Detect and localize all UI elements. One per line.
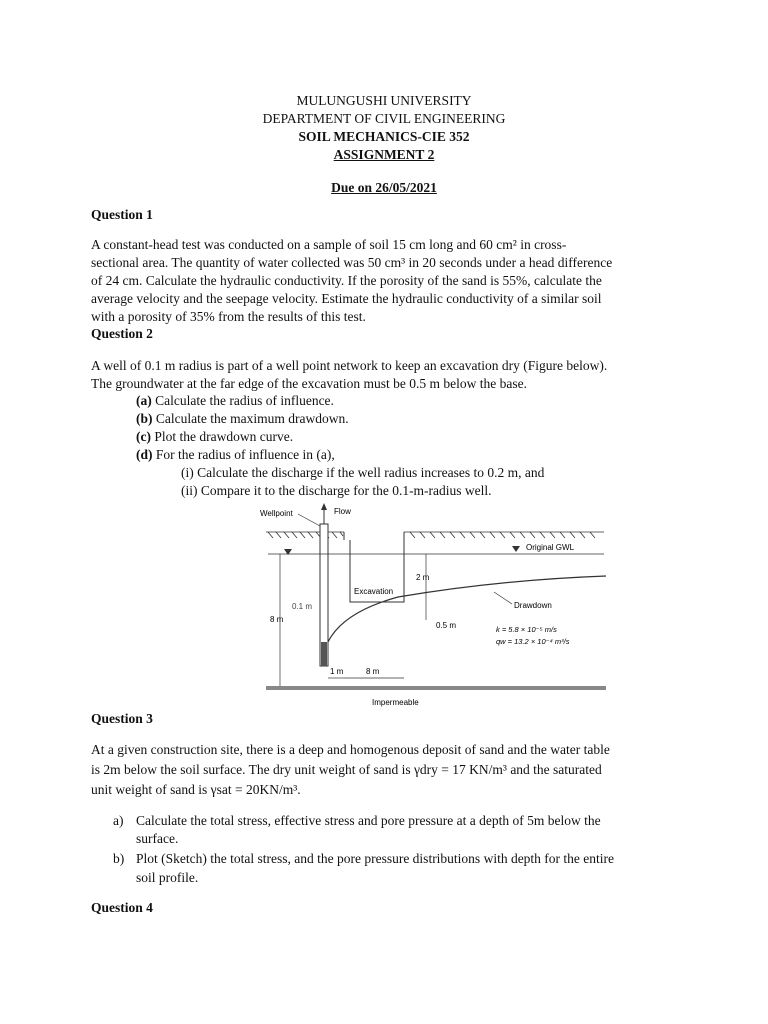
q2-intro-line: The groundwater at the far edge of the excavation must be 0.5 m below the base. — [91, 376, 527, 391]
q3-item-b-line: soil profile. — [136, 870, 199, 885]
drawdown-curve — [328, 576, 606, 642]
q2-part-d: (d) For the radius of influence in (a), — [136, 447, 335, 462]
q3-item-b-line: Plot (Sketch) the total stress, and the pore pressure distributions with depth for the entire — [136, 851, 615, 866]
q1-line: sectional area. The quantity of water collected was 50 cm³ in 20 seconds under a head difference — [91, 255, 613, 270]
dimension-8m-horizontal: 8 m — [366, 667, 380, 676]
department-name: DEPARTMENT OF CIVIL ENGINEERING — [262, 111, 506, 126]
dimension-0-5m: 0.5 m — [436, 621, 457, 630]
q2-part-b: (b) Calculate the maximum drawdown. — [136, 411, 349, 426]
due-date: Due on 26/05/2021 — [331, 180, 437, 195]
university-name: MULUNGUSHI UNIVERSITY — [296, 93, 472, 108]
q1-line: with a porosity of 35% from the results of this test. — [91, 309, 366, 324]
q1-line: A constant-head test was conducted on a sample of soil 15 cm long and 60 cm² in cross- — [91, 237, 567, 252]
q1-line: average velocity and the seepage velocity. Estimate the hydraulic conductivity of a similar soil — [91, 291, 602, 306]
dimension-1m: 1 m — [330, 667, 344, 676]
q2-intro-line: A well of 0.1 m radius is part of a well point network to keep an excavation dry (Figure below). — [91, 358, 608, 373]
qw-value: qw = 13.2 × 10⁻⁴ m³/s — [496, 637, 570, 646]
wellpoint-figure — [258, 502, 618, 712]
radius-label: 0.1 m — [292, 602, 313, 611]
dimension-2m: 2 m — [416, 573, 430, 582]
impermeable-label: Impermeable — [372, 698, 419, 707]
question-4-heading: Question 4 — [91, 900, 153, 915]
q2-part-c: (c) Plot the drawdown curve. — [136, 429, 294, 444]
assignment-title: ASSIGNMENT 2 — [333, 147, 435, 162]
q3-item-a-label: a) — [113, 813, 124, 828]
q2-subpart-i: (i) Calculate the discharge if the well radius increases to 0.2 m, and — [181, 465, 545, 480]
course-title: SOIL MECHANICS-CIE 352 — [298, 129, 470, 144]
q3-item-a-line: Calculate the total stress, effective stress and pore pressure at a depth of 5m below the — [136, 813, 601, 828]
dimension-8m-vertical: 8 m — [270, 615, 284, 624]
flow-label: Flow — [334, 507, 351, 516]
q2-part-a: (a) Calculate the radius of influence. — [136, 393, 334, 408]
well-screen — [321, 642, 327, 666]
q2-subpart-ii: (ii) Compare it to the discharge for the 0.1-m-radius well. — [181, 483, 492, 498]
question-2-heading: Question 2 — [91, 326, 153, 341]
q3-intro-line: unit weight of sand is γsat = 20KN/m³. — [91, 782, 301, 797]
q3-intro-line: is 2m below the soil surface. The dry unit weight of sand is γdry = 17 KN/m³ and the saturated — [91, 762, 602, 777]
ground-surface-right — [404, 532, 604, 538]
q3-intro-line: At a given construction site, there is a deep and homogenous deposit of sand and the water table — [91, 742, 610, 757]
original-gwl-label: Original GWL — [526, 543, 575, 552]
k-value: k = 5.8 × 10⁻⁵ m/s — [496, 625, 557, 634]
q1-line: of 24 cm. Calculate the hydraulic conductivity. If the porosity of the sand is 55%, calculate the — [91, 273, 602, 288]
impermeable-base — [266, 686, 606, 690]
drawdown-label: Drawdown — [514, 601, 552, 610]
q3-item-b-label: b) — [113, 851, 125, 866]
ground-surface-left — [266, 532, 344, 538]
flow-arrow — [321, 503, 327, 510]
question-3-heading: Question 3 — [91, 711, 153, 726]
wellpoint-label: Wellpoint — [260, 509, 293, 518]
question-1-heading: Question 1 — [91, 207, 153, 222]
q3-item-a-line: surface. — [136, 831, 179, 846]
excavation-label: Excavation — [354, 587, 394, 596]
